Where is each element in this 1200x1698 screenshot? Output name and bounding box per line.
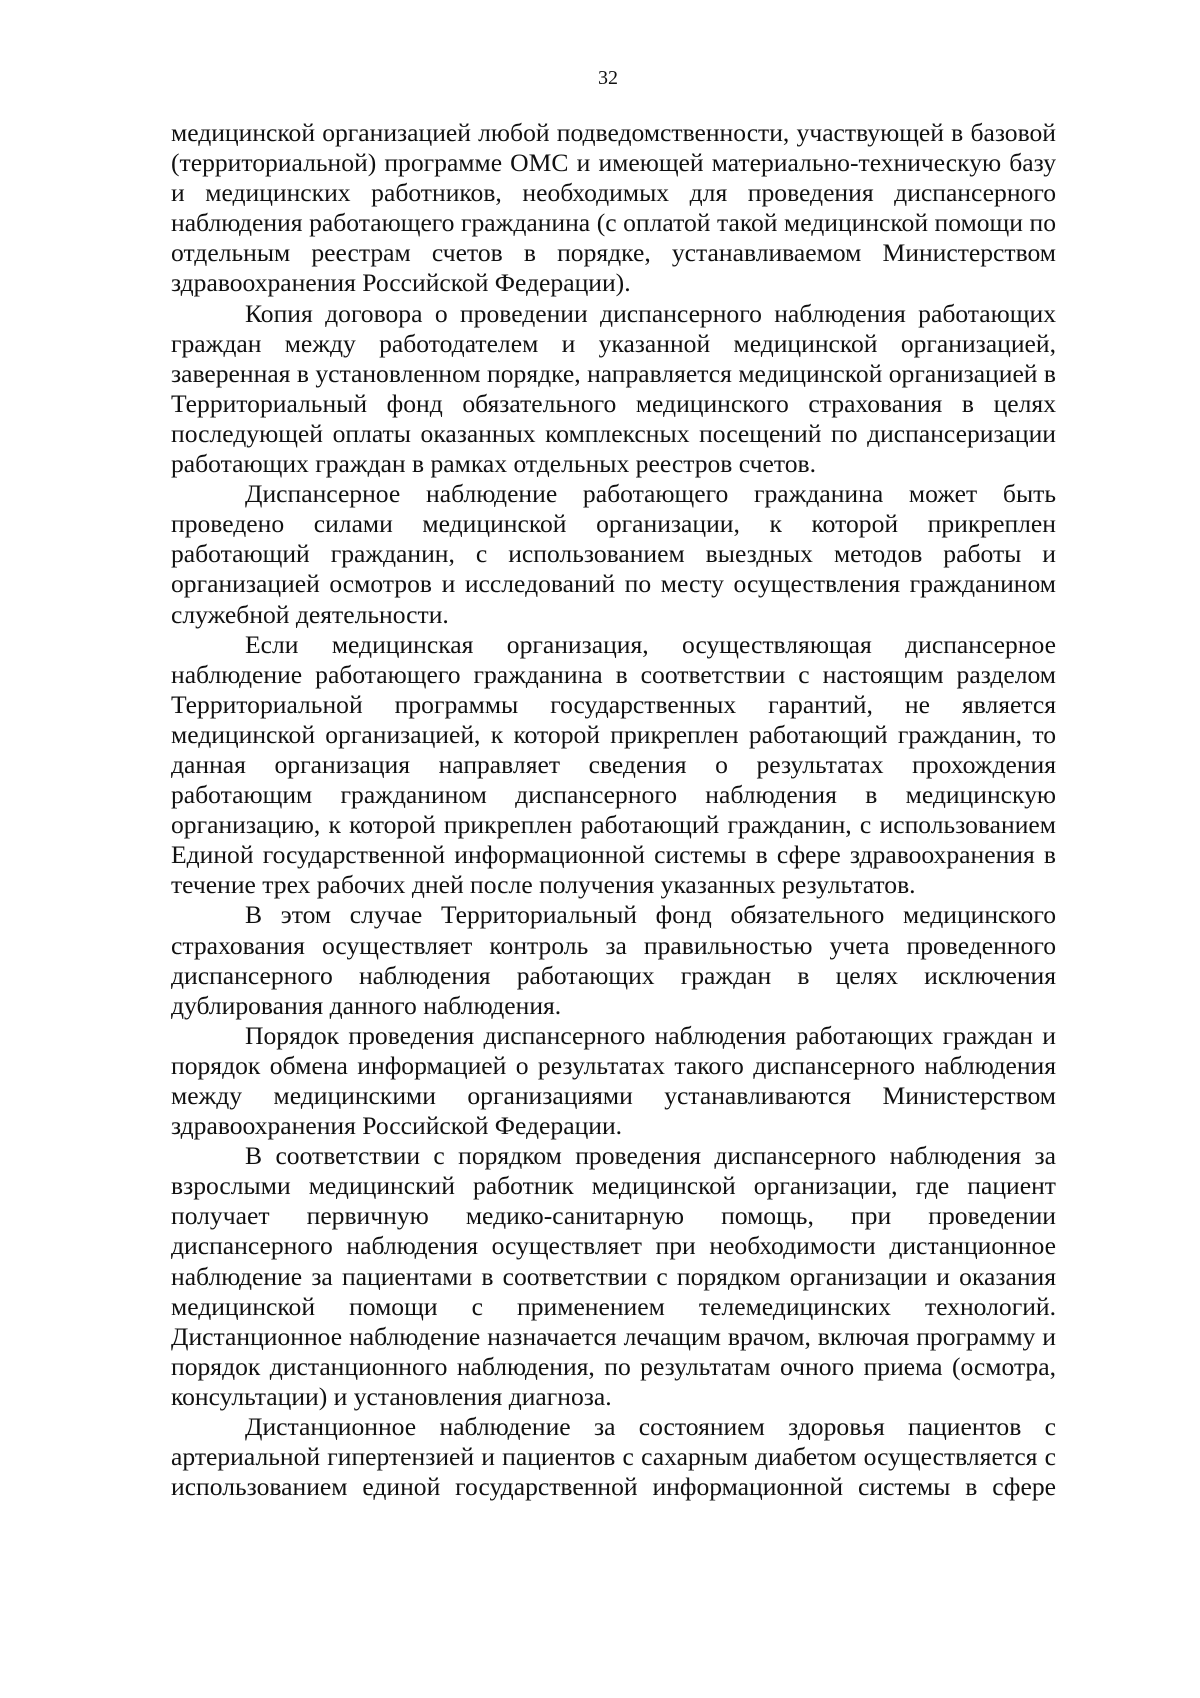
paragraph-continuation: медицинской организацией любой подведомственности, участвующей в базовой (территориальной) программе ОМС и имеющей материально-техническую базу и медицинских работников, необходимых для проведения диспансерного наблюдения работающего гражданина (с оплатой такой медицинской помощи по отдельным реестрам счетов в порядке, устанавливаемом Министерством здравоохранения Российской Федерации). [171,118,1056,298]
paragraph-on-site-observation: Диспансерное наблюдение работающего гражданина может быть проведено силами медицинской организации, к которой прикреплен работающий гражданин, с использованием выездных методов работы и организацией осмотров и исследований по месту осуществления гражданином служебной деятельности. [171,479,1056,629]
paragraph-results-transfer: Если медицинская организация, осуществляющая диспансерное наблюдение работающего гражданина в соответствии с настоящим разделом Территориальной программы государственных гарантий, не является медицинской организацией, к которой прикреплен работающий гражданин, то данная организация направляет сведения о результатах прохождения работающим гражданином диспансерного наблюдения в медицинскую организацию, к которой прикреплен работающий гражданин, с использованием Единой государственной информационной системы в сфере здравоохранения в течение трех рабочих дней после получения указанных результатов. [171,629,1056,900]
paragraph-contract-copy: Копия договора о проведении диспансерного наблюдения работающих граждан между работодателем и указанной медицинской организацией, заверенная в установленном порядке, направляется медицинской организацией в Территориальный фонд обязательного медицинского страхования в целях последующей оплаты оказанных комплексных посещений по диспансеризации работающих граждан в рамках отдельных реестров счетов. [171,298,1056,479]
page-number: 32 [598,67,618,89]
document-body [171,118,1056,1502]
paragraph-fund-control: В этом случае Территориальный фонд обязательного медицинского страхования осуществляет контроль за правильностью учета проведенного диспансерного наблюдения работающих граждан в целях исключения дублирования данного наблюдения. [171,900,1056,1020]
paragraph-remote-observation: В соответствии с порядком проведения диспансерного наблюдения за взрослыми медицинский работник медицинской организации, где пациент получает первичную медико-санитарную помощь, при проведении диспансерного наблюдения осуществляет при необходимости дистанционное наблюдение за пациентами в соответствии с порядком организации и оказания медицинской помощи с применением телемедицинских технологий. Дистанционное наблюдение назначается лечащим врачом, включая программу и порядок дистанционного наблюдения, по результатам очного приема (осмотра, консультации) и установления диагноза. [171,1141,1056,1411]
paragraph-remote-hypertension-diabetes: Дистанционное наблюдение за состоянием здоровья пациентов с артериальной гипертензией и пациентов с сахарным диабетом осуществляется с использованием единой государственной информационной системы в сфере [171,1412,1056,1502]
paragraph-procedure-ministry: Порядок проведения диспансерного наблюдения работающих граждан и порядок обмена информацией о результатах такого диспансерного наблюдения между медицинскими организациями устанавливаются Министерством здравоохранения Российской Федерации. [171,1020,1056,1141]
